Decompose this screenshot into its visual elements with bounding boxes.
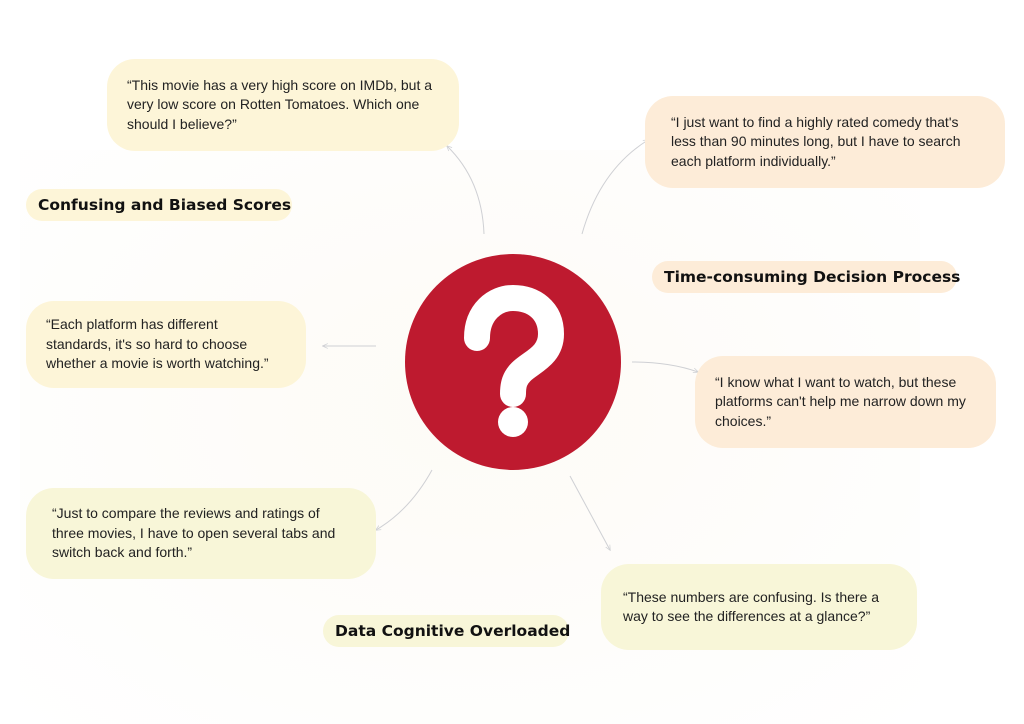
quote-numbers-confusing-text: “These numbers are confusing. Is there a way to see the differences at a glance?”	[623, 588, 880, 624]
quote-narrow-down	[695, 356, 996, 448]
quote-platform-standards	[26, 301, 306, 388]
quote-comedy-search-text: “I just want to find a highly rated comedy that's less than 90 minutes long, but I have to search each platform individually.”	[671, 113, 961, 169]
quote-numbers-confusing	[601, 564, 917, 650]
connector-to-tabs-quote	[376, 470, 432, 530]
quote-comedy-search	[645, 96, 1005, 188]
quote-compare-tabs-text: “Just to compare the reviews and ratings of three movies, I have to open several tabs and switch back and forth.”	[52, 505, 336, 561]
connector-to-numbers-quote	[570, 476, 610, 550]
question-mark-icon	[405, 254, 621, 470]
connector-to-imdb-quote	[447, 146, 484, 234]
quote-compare-tabs	[26, 488, 376, 579]
theme-data-overload: Data Cognitive Overloaded	[323, 615, 569, 647]
quote-platform-standards-text: “Each platform has different standards, it's so hard to choose whether a movie is worth watching.”	[46, 316, 269, 372]
theme-confusing-scores: Confusing and Biased Scores	[26, 189, 292, 221]
quote-narrow-down-text: “I know what I want to watch, but these platforms can't help me narrow down my choices.”	[715, 373, 966, 429]
theme-time-consuming: Time-consuming Decision Process	[652, 261, 957, 293]
connector-to-comedy-quote	[582, 140, 648, 234]
quote-imdb-rotten	[107, 59, 459, 151]
connector-to-narrow-quote	[632, 362, 698, 372]
quote-imdb-rotten-text: “This movie has a very high score on IMDb, but a very low score on Rotten Tomatoes. Which one should I believe?”	[127, 76, 433, 132]
